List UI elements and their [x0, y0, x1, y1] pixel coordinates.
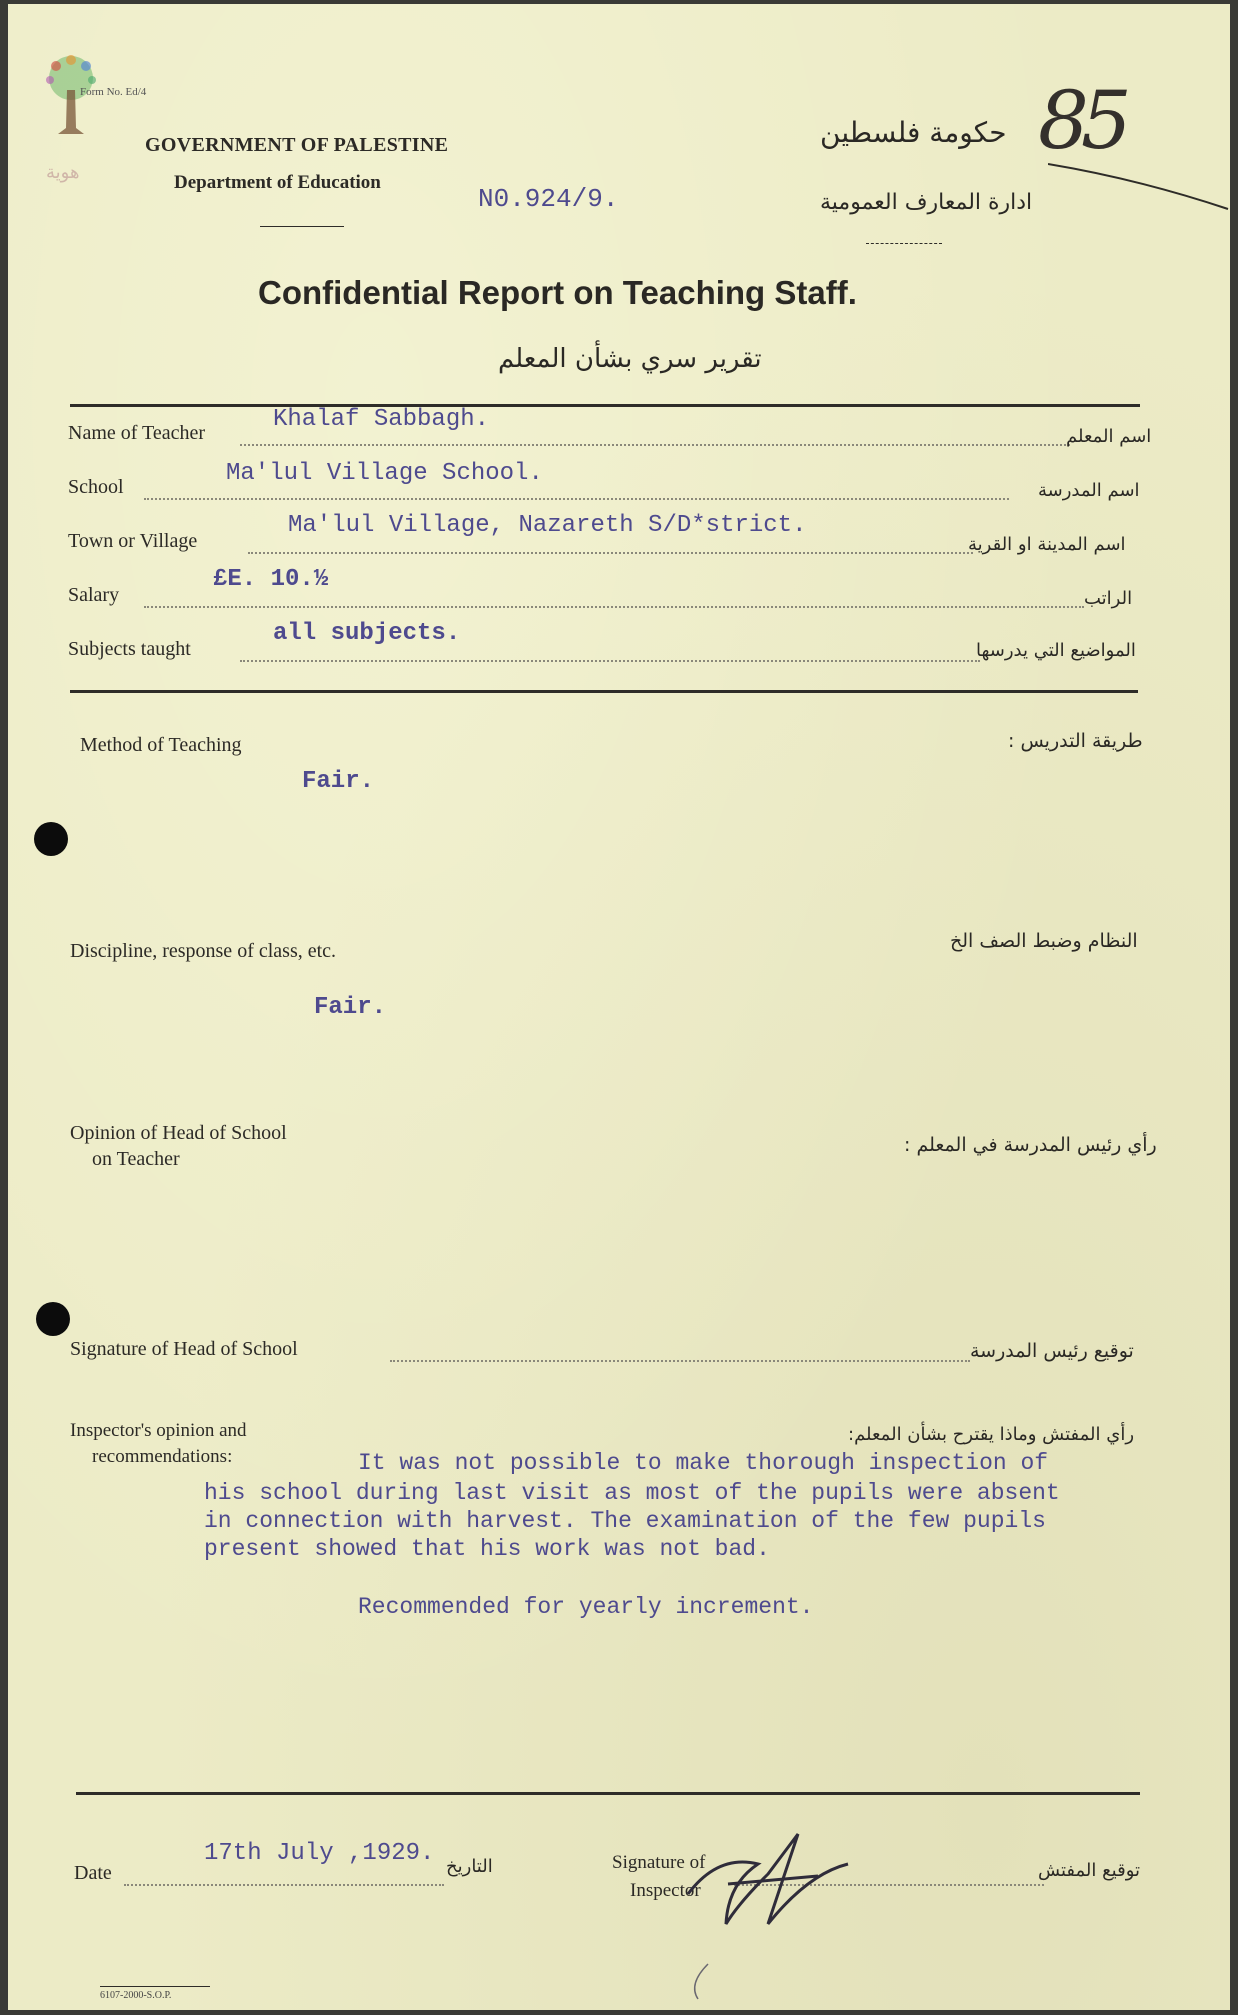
- field-label-arabic: المواضيع التي يدرسها: [976, 640, 1136, 661]
- discipline-label-arabic: النظام وضبط الصف الخ: [950, 930, 1138, 952]
- field-label: Salary: [68, 584, 120, 606]
- inspector-label-arabic: رأي المفتش وماذا يقترح بشأن المعلم:: [848, 1424, 1135, 1445]
- field-value: Khalaf Sabbagh.: [273, 406, 490, 433]
- inspector-text-line3: in connection with harvest. The examination of the few pupils: [204, 1508, 1046, 1534]
- recommendation-text: Recommended for yearly increment.: [358, 1594, 814, 1620]
- inspector-signature-label-line2: Inspector: [630, 1880, 701, 1901]
- field-value: Ma'lul Village School.: [226, 460, 543, 487]
- watermark-logo: [36, 50, 106, 183]
- field-label-arabic: اسم المدرسة: [1038, 480, 1140, 501]
- discipline-label: Discipline, response of class, etc.: [70, 940, 337, 962]
- inspector-text-line1: It was not possible to make thorough inspection of: [358, 1450, 1049, 1476]
- date-value: 17th July ,1929.: [204, 1840, 435, 1867]
- method-value: Fair.: [302, 768, 375, 795]
- inspector-signature-label-line1: Signature of: [612, 1852, 706, 1873]
- header-divider-left: [260, 226, 344, 227]
- punch-hole-top: [34, 822, 68, 856]
- government-heading: GOVERNMENT OF PALESTINE: [145, 134, 449, 156]
- page-number-handwritten-text: 85: [1038, 74, 1124, 167]
- inspector-text-line2: his school during last visit as most of the pupils were absent: [204, 1480, 1060, 1506]
- method-label: Method of Teaching: [80, 734, 242, 756]
- report-form-page: [8, 4, 1230, 2010]
- punch-hole-bottom: [36, 1302, 70, 1336]
- field-dotted-line: [248, 552, 973, 554]
- field-label-arabic: الراتب: [1084, 588, 1133, 609]
- form-number: Form No. Ed/4: [80, 86, 147, 98]
- top-field-rule: [70, 404, 1140, 407]
- field-value: £E. 10.½: [213, 566, 329, 593]
- field-dotted-line: [240, 444, 1070, 446]
- government-heading-arabic: حكومة فلسطين: [820, 116, 1007, 149]
- inspector-label-line2: recommendations:: [92, 1446, 233, 1467]
- reference-number: N0.924/9.: [478, 184, 619, 214]
- field-dotted-line: [144, 606, 1084, 608]
- department-heading: Department of Education: [174, 172, 381, 193]
- opinion-head-label-arabic: رأي رئيس المدرسة في المعلم :: [904, 1134, 1157, 1156]
- signature-head-dotted-line: [390, 1360, 970, 1362]
- header-divider-right: [866, 243, 942, 245]
- inspector-handwritten-signature: [648, 1814, 908, 2004]
- inspector-label-line1: Inspector's opinion and: [70, 1420, 247, 1441]
- handwritten-stroke: [1048, 144, 1230, 224]
- printer-mark: 6107-2000-S.O.P.: [100, 1990, 172, 2001]
- field-label: School: [68, 476, 124, 498]
- method-label-arabic: طريقة التدريس :: [1008, 730, 1143, 752]
- discipline-value: Fair.: [314, 994, 387, 1021]
- printer-mark-underline: [100, 1986, 210, 1987]
- date-label-arabic: التاريخ: [446, 1856, 493, 1877]
- tree-logo-icon: [36, 50, 106, 160]
- date-label: Date: [74, 1862, 112, 1884]
- field-dotted-line: [240, 660, 980, 662]
- bottom-rule: [76, 1792, 1140, 1795]
- watermark-text: هوية: [46, 162, 80, 183]
- field-label: Name of Teacher: [68, 422, 206, 444]
- signature-head-label: Signature of Head of School: [70, 1338, 298, 1360]
- field-value: all subjects.: [273, 620, 461, 647]
- field-label-arabic: اسم المدينة او القرية: [968, 534, 1126, 555]
- field-value: Ma'lul Village, Nazareth S/D*strict.: [288, 512, 807, 539]
- field-dotted-line: [144, 498, 1009, 500]
- middle-rule: [70, 690, 1138, 693]
- field-label: Town or Village: [68, 530, 198, 552]
- opinion-head-label-line1: Opinion of Head of School: [70, 1122, 287, 1144]
- date-dotted-line: [124, 1884, 444, 1886]
- opinion-head-label-line2: on Teacher: [92, 1148, 180, 1170]
- report-title-arabic: تقرير سري بشأن المعلم: [498, 344, 762, 374]
- field-label-arabic: اسم المعلم: [1066, 426, 1152, 447]
- inspector-text-line4: present showed that his work was not bad.: [204, 1536, 770, 1562]
- department-heading-arabic: ادارة المعارف العمومية: [820, 190, 1033, 215]
- report-title: Confidential Report on Teaching Staff.: [258, 274, 857, 311]
- inspector-signature-label-arabic: توقيع المفتش: [1038, 1860, 1141, 1881]
- field-label: Subjects taught: [68, 638, 191, 660]
- signature-head-label-arabic: توقيع رئيس المدرسة: [970, 1340, 1134, 1362]
